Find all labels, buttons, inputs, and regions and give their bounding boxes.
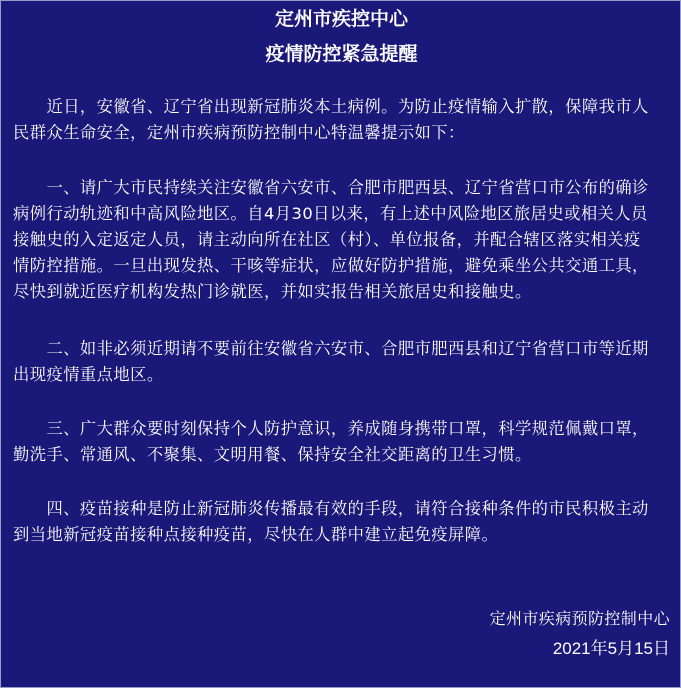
- item-four-line: 到当地新冠疫苗接种点接种疫苗，尽快在人群中建立起免疫屏障。: [13, 525, 499, 544]
- item-two-line: 二、如非必须近期请不要前往安徽省六安市、合肥市肥西县和辽宁省营口市等近期: [13, 339, 649, 358]
- item-one-line: 尽快到就近医疗机构发热门诊就医，并如实报告相关旅居史和接触史。: [13, 282, 532, 301]
- item-two-line: 出现疫情重点地区。: [13, 365, 164, 384]
- item-one-line: 一、请广大市民持续关注安徽省六安市、合肥市肥西县、辽宁省营口市公布的确诊: [13, 178, 649, 197]
- item-three-line: 三、广大群众要时刻保持个人防护意识，养成随身携带口罩，科学规范佩戴口罩，: [13, 419, 649, 438]
- intro-line: 近日，安徽省、辽宁省出现新冠肺炎本土病例。为防止疫情输入扩散，保障我市人: [13, 97, 649, 116]
- notice-issuer-title: 定州市疾控中心: [274, 8, 408, 30]
- item-one-paragraph: [13, 175, 679, 305]
- intro-line: 民群众生命安全，定州市疾病预防控制中心特温馨提示如下：: [13, 123, 465, 142]
- item-one-line: 情防控措施。一旦出现发热、干咳等症状，应做好防护措施，避免乘坐公共交通工具，: [13, 256, 649, 275]
- item-one-line: 接触史的入定返定人员，请主动向所在社区（村）、单位报备，并配合辖区落实相关疫: [13, 230, 641, 249]
- signature-organization: 定州市疾病预防控制中心: [489, 609, 670, 628]
- signature-date: 2021年5月15日: [552, 639, 670, 658]
- intro-paragraph: [13, 94, 679, 146]
- item-one-line: 病例行动轨迹和中高风险地区。自4月30日以来，有上述中风险地区旅居史或相关人员: [13, 204, 648, 223]
- notice-heading: 疫情防控紧急提醒: [265, 43, 418, 65]
- item-four-line: 四、疫苗接种是防止新冠肺炎传播最有效的手段，请符合接种条件的市民积极主动: [13, 499, 649, 518]
- item-three-line: 勤洗手、常通风、不聚集、文明用餐、保持安全社交距离的卫生习惯。: [13, 445, 532, 464]
- item-two-paragraph: [13, 336, 679, 388]
- item-three-paragraph: [13, 416, 679, 468]
- item-four-paragraph: [13, 496, 679, 548]
